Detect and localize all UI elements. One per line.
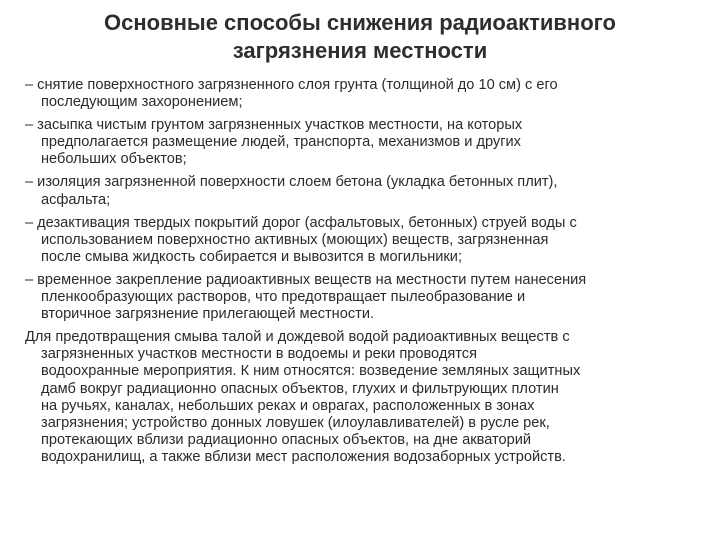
- list-item-road-decontamination: [25, 215, 705, 266]
- text-line: небольших объектов;: [41, 151, 187, 168]
- text-line: Для предотвращения смыва талой и дождевой водой радиоактивных веществ с: [25, 329, 570, 346]
- text-line: протекающих вблизи радиационно опасных объектов, на дне акваторий: [41, 431, 532, 448]
- title-line-1: Основные способы снижения радиоактивного: [104, 10, 616, 35]
- text-line: вторичное загрязнение прилегающей местности.: [41, 306, 375, 323]
- list-item-clean-soil-backfill: [25, 117, 705, 168]
- text-line: предполагается размещение людей, транспорта, механизмов и других: [41, 134, 521, 151]
- text-line: на ручьях, каналах, небольших реках и оврагах, расположенных в зонах: [41, 397, 535, 414]
- text-line: асфальта;: [41, 191, 111, 208]
- list-item-concrete-isolation: [25, 174, 705, 208]
- text-line: загрязненных участков местности в водоемы и реки проводятся: [41, 346, 477, 363]
- text-line: загрязнения; устройство донных ловушек (илоулавливателей) в русле рек,: [41, 414, 550, 431]
- list-item-soil-removal: [25, 77, 705, 111]
- text-line: после смыва жидкость собирается и вывозится в могильники;: [41, 248, 463, 265]
- text-line: водоохранные мероприятия. К ним относятся: возведение земляных защитных: [41, 363, 581, 380]
- text-line: последующим захоронением;: [41, 94, 243, 111]
- text-line: – временное закрепление радиоактивных веществ на местности путем нанесения: [25, 271, 587, 288]
- water-protection-paragraph: [25, 329, 705, 466]
- list-item-temporary-fixation: [25, 272, 705, 323]
- slide-title: [40, 9, 680, 65]
- text-line: – снятие поверхностного загрязненного слоя грунта (толщиной до 10 см) с его: [25, 77, 558, 93]
- text-line: – изоляция загрязненной поверхности слоем бетона (укладка бетонных плит),: [25, 174, 558, 191]
- text-line: использованием поверхностно активных (моющих) веществ, загрязненная: [41, 231, 549, 248]
- text-line: дамб вокруг радиационно опасных объектов, глухих и фильтрующих плотин: [41, 380, 559, 397]
- title-line-2: загрязнения местности: [232, 38, 488, 63]
- slide-body: [25, 77, 705, 466]
- text-line: – дезактивация твердых покрытий дорог (асфальтовых, бетонных) струей воды с: [25, 214, 577, 231]
- text-line: – засыпка чистым грунтом загрязненных участков местности, на которых: [25, 117, 523, 134]
- text-line: пленкообразующих растворов, что предотвращает пылеобразование и: [41, 289, 526, 306]
- text-line: водохранилищ, а также вблизи мест расположения водозаборных устройств.: [41, 448, 566, 465]
